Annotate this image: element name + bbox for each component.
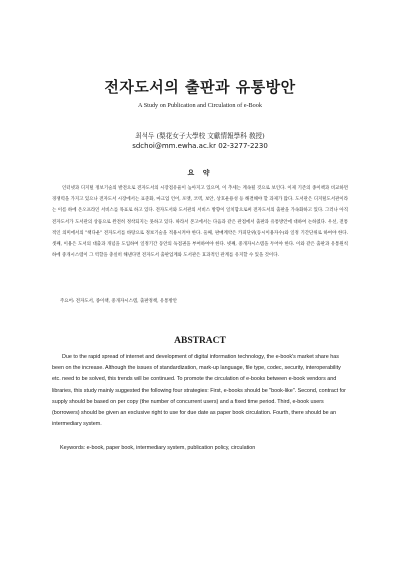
author-contact: sdchoi@mm.ewha.ac.kr 02-3277-2230	[132, 142, 268, 150]
korean-keywords	[60, 296, 350, 307]
korean-abstract-body: 인터넷과 디지털 정보기술의 발전으로 전자도서의 시장점유율이 높아지고 있으며, 이 추세는 계속될 것으로 보인다. 이제 기존의 종이책과 비교하면 경쟁력을 가지고 있으나 전자도서 시장에서는 표준화, 마크업 언어, 포맷, 코덱, 보안, 상호운용성 등 해결해야 할 과제가 많다. 도서관은 디지털도서관이라는 이름 하에 온오프라인 서비스를 목표로 하고 있다. 전자도서와 도서관의 서비스 방향이 일치함으로써 전자도서의 출판을 가속화하고 있다. 그러나 아직 전자도서가 도서관의 상품으로 완전히 정착되지는 못하고 있다. 따라서 본고에서는 다음과 같은 관점에서 출판과 유통방안에 대하여 논하였다. 우선, 전통적인 의미에서의 "책다운" 전자도서를 바탕으로 정보기술을 적용시켜야 한다. 둘째, 판매계약은 카피단위(동시이용자수)와 일정 기간단위로 하여야 한다. 셋째, 이용은 도서의 대출과 개념을 도입하여 일정기간 동안의 독점권을 부여하여야 한다. 넷째, 중개자시스템을 두어야 한다. 이와 같은 출판과 유통원칙 하에 중개시스템이 그 역할을 충실히 해낸다면 전자도서 출판업계와 도서관은 효과적인 관계를 유지할 수 있을 것이다.	[52, 186, 348, 259]
korean-keywords-list: 전자도서, 종이책, 중개자시스템, 출판정책, 유통방안	[75, 299, 178, 304]
korean-keywords-label: 주요어:	[60, 299, 75, 304]
paper-subtitle: A Study on Publication and Circulation of e-Book	[138, 102, 262, 109]
english-abstract-body: Due to the rapid spread of internet and development of digital information technology, the e-book's market share has been on the increase. Although the issues of standardization, mark-up language, file type, codec, security, interoperability etc. need to be solved, this trends will be continued. To promote the circulation of e-books between e-book vendors and libraries, this study mainly suggested the following four strategies: First, e-books should be "book-like". Second, contract for supply should be based on per copy (the number of concurrent users) and a fixed time period. Third, e-book users (borrowers) should be given an exclusive right to use for due date as paper book circulation. Fourth, there should be an intermediary system.	[52, 354, 346, 428]
english-keywords-label: Keywords:	[60, 445, 86, 451]
author-line: 최석두 (梨花女子大學校 文獻情報學科 敎授)	[135, 132, 265, 140]
paper-title: 전자도서의 출판과 유통방안	[104, 78, 296, 96]
english-abstract-heading: ABSTRACT	[174, 336, 226, 346]
english-keywords-list: e-book, paper book, intermediary system, publication policy, circulation	[86, 445, 256, 451]
korean-abstract-heading: 요 약	[187, 168, 213, 177]
english-keywords	[60, 443, 350, 454]
